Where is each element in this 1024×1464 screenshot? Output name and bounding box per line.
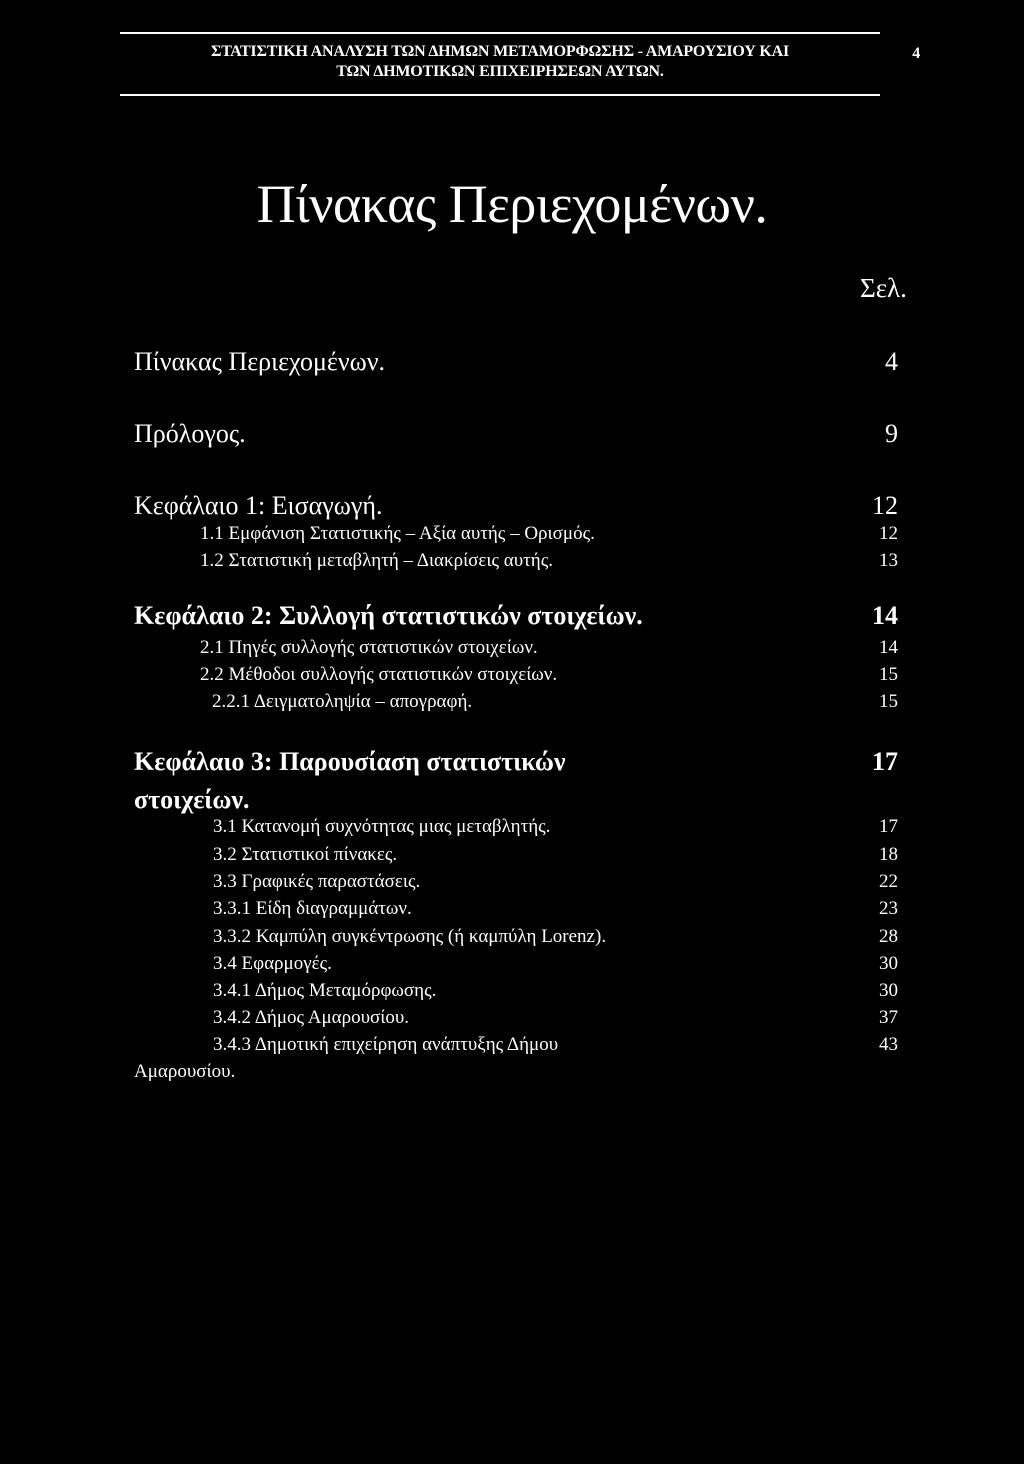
toc-entry-label: 3.1 Κατανομή συχνότητας μιας μεταβλητής. — [213, 816, 551, 837]
toc-entry-page: 17 — [872, 747, 898, 776]
toc-entry-label-continued: Αμαρουσίου. — [134, 1061, 236, 1082]
toc-entry-label: 1.1 Εμφάνιση Στατιστικής – Αξία αυτής – Ορισμός. — [200, 523, 595, 544]
toc-entry-page: 14 — [872, 601, 898, 630]
toc-entry-label: Κεφάλαιο 3: Παρουσίαση στατιστικών — [134, 747, 566, 776]
toc-entry-page: 30 — [879, 953, 898, 974]
toc-entry-page: 14 — [879, 637, 898, 658]
toc-entry-label-continued: στοιχείων. — [134, 785, 250, 814]
toc-entry-page: 15 — [879, 691, 898, 712]
toc-entry-label: Κεφάλαιο 1: Εισαγωγή. — [134, 491, 383, 520]
toc-entry-label: 1.2 Στατιστική μεταβλητή – Διακρίσεις αυτής. — [200, 550, 553, 571]
toc-entry-label: 3.4 Εφαρμογές. — [213, 953, 332, 974]
toc-entry-page: 23 — [879, 898, 898, 919]
toc-entry-page: 4 — [885, 347, 898, 376]
page-column-label: Σελ. — [860, 273, 907, 303]
toc-entry-page: 12 — [872, 491, 898, 520]
header-page-number: 4 — [912, 45, 920, 62]
toc-entry-page: 9 — [885, 419, 898, 448]
toc-entry-page: 12 — [879, 523, 898, 544]
toc-entry-label: 3.4.1 Δήμος Μεταμόρφωσης. — [213, 980, 437, 1001]
header-line-2: ΤΩΝ ΔΗΜΟΤΙΚΩΝ ΕΠΙΧΕΙΡΗΣΕΩΝ ΑΥΤΩΝ. — [336, 63, 664, 80]
toc-entry-label: 3.3.2 Καμπύλη συγκέντρωσης (ή καμπύλη Lorenz). — [213, 926, 607, 947]
toc-entry-page: 15 — [879, 664, 898, 685]
toc-entry-label: 3.4.3 Δημοτική επιχείρηση ανάπτυξης Δήμου — [213, 1034, 559, 1055]
running-header — [120, 32, 920, 96]
toc-entry-label: 2.2 Μέθοδοι συλλογής στατιστικών στοιχείων. — [200, 664, 558, 685]
toc-entry-label: 2.1 Πηγές συλλογής στατιστικών στοιχείων. — [200, 637, 538, 658]
toc-entry-page: 17 — [879, 816, 898, 837]
toc-entry-label: Κεφάλαιο 2: Συλλογή στατιστικών στοιχείων. — [134, 601, 643, 630]
header-line-1: ΣΤΑΤΙΣΤΙΚΗ ΑΝΑΛΥΣΗ ΤΩΝ ΔΗΜΩΝ ΜΕΤΑΜΟΡΦΩΣΗΣ - ΑΜΑΡΟΥΣΙΟΥ ΚΑΙ — [210, 43, 790, 60]
toc-entry-page: 37 — [879, 1007, 898, 1028]
toc-entry-label: 2.2.1 Δειγματοληψία – απογραφή. — [212, 691, 473, 712]
toc-entry-page: 30 — [879, 980, 898, 1001]
toc-entry-label: 3.3 Γραφικές παραστάσεις. — [213, 871, 421, 892]
toc-entry-page: 18 — [879, 844, 898, 865]
toc-entry-label: 3.2 Στατιστικοί πίνακες. — [213, 844, 398, 865]
toc-entry-label: Πίνακας Περιεχομένων. — [134, 347, 385, 376]
toc-entry-page: 13 — [879, 550, 898, 571]
toc-entry-page: 28 — [879, 926, 898, 947]
toc-entry-label: Πρόλογος. — [134, 419, 246, 448]
toc-entry-label: 3.3.1 Είδη διαγραμμάτων. — [213, 898, 412, 919]
toc-entry-label: 3.4.2 Δήμος Αμαρουσίου. — [213, 1007, 410, 1028]
toc-entry-page: 22 — [879, 871, 898, 892]
page-title: Πίνακας Περιεχομένων. — [256, 174, 768, 234]
toc-entry-page: 43 — [879, 1034, 898, 1055]
